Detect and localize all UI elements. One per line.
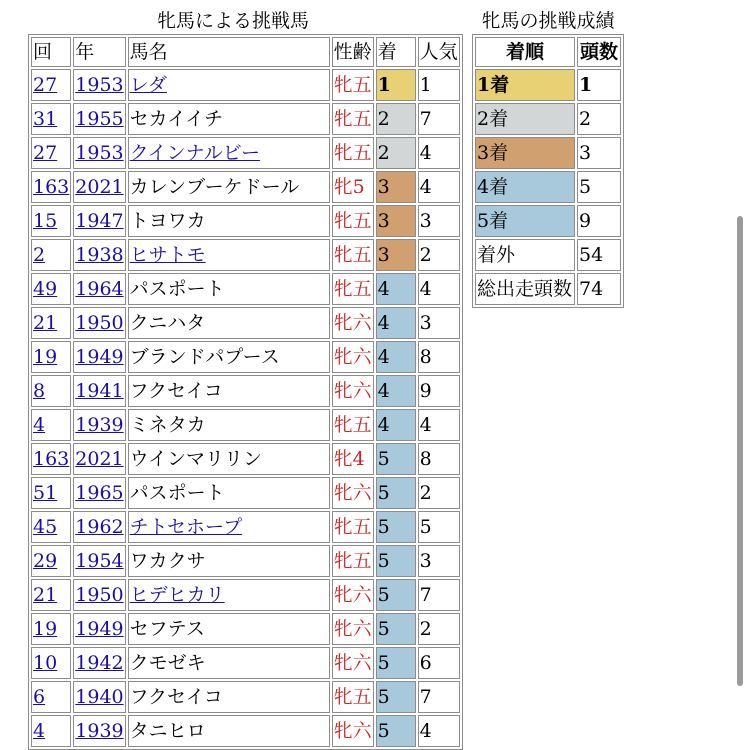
year-cell (73, 681, 125, 713)
horse-name-link[interactable]: クインナルビー (129, 142, 260, 164)
count-cell: 2 (577, 103, 621, 135)
year-link[interactable]: 1940 (75, 686, 124, 708)
year-cell (73, 443, 125, 475)
table-row (31, 69, 460, 101)
horse-name-cell: セフテス (128, 613, 330, 645)
year-cell (73, 375, 125, 407)
year-link[interactable]: 1953 (75, 74, 124, 96)
race-cell (31, 477, 71, 509)
popularity-cell: 6 (418, 647, 460, 679)
table-row (31, 715, 460, 747)
race-link[interactable]: 21 (33, 312, 58, 334)
year-cell (73, 69, 125, 101)
horse-name-cell (128, 137, 330, 169)
year-link[interactable]: 1939 (75, 414, 124, 436)
year-link[interactable]: 2021 (75, 176, 124, 198)
race-cell (31, 103, 71, 135)
race-cell (31, 715, 71, 747)
popularity-cell: 7 (418, 681, 460, 713)
finish-label-cell: 4着 (475, 171, 575, 203)
sex-age-cell: 牝六 (332, 647, 374, 679)
popularity-cell: 7 (418, 103, 460, 135)
race-link[interactable]: 19 (33, 346, 58, 368)
popularity-cell: 4 (418, 409, 460, 441)
year-link[interactable]: 1954 (75, 550, 124, 572)
finish-label-cell: 1着 (475, 69, 575, 101)
place-cell: 3 (376, 171, 416, 203)
year-link[interactable]: 1938 (75, 244, 124, 266)
sex-age-cell: 牝六 (332, 715, 374, 747)
popularity-cell: 9 (418, 375, 460, 407)
popularity-cell: 3 (418, 307, 460, 339)
header-race: 回 (31, 37, 71, 67)
horse-name-cell (128, 239, 330, 271)
place-cell: 4 (376, 375, 416, 407)
table-row (31, 273, 460, 305)
year-link[interactable]: 1949 (75, 346, 124, 368)
table-row (31, 681, 460, 713)
result-row (475, 273, 621, 305)
place-cell: 4 (376, 409, 416, 441)
race-link[interactable]: 8 (33, 380, 46, 402)
horse-name-cell: カレンブーケドール (128, 171, 330, 203)
count-cell: 9 (577, 205, 621, 237)
year-cell (73, 477, 125, 509)
race-cell (31, 613, 71, 645)
race-link[interactable]: 45 (33, 516, 58, 538)
race-cell (31, 341, 71, 373)
race-link[interactable]: 4 (33, 414, 46, 436)
horse-name-cell: ウインマリリン (128, 443, 330, 475)
race-link[interactable]: 4 (33, 720, 46, 742)
finish-label-cell: 着外 (475, 239, 575, 271)
year-cell (73, 205, 125, 237)
popularity-cell: 4 (418, 137, 460, 169)
header-row (475, 37, 621, 67)
result-row (475, 137, 621, 169)
year-cell (73, 239, 125, 271)
popularity-cell: 7 (418, 579, 460, 611)
race-link[interactable]: 21 (33, 584, 58, 606)
year-cell (73, 613, 125, 645)
header-count: 頭数 (577, 37, 621, 67)
horses-table-caption: 牝馬による挑戦馬 (156, 10, 309, 32)
sex-age-cell: 牝五 (332, 69, 374, 101)
place-cell: 2 (376, 103, 416, 135)
challenger-horses-table (28, 34, 463, 750)
table-row (31, 205, 460, 237)
table-row (31, 239, 460, 271)
table-row (31, 137, 460, 169)
table-row (31, 579, 460, 611)
header-popularity: 人気 (418, 37, 460, 67)
sex-age-cell: 牝五 (332, 409, 374, 441)
year-link[interactable]: 1953 (75, 142, 124, 164)
table-row (31, 647, 460, 679)
sex-age-cell: 牝六 (332, 579, 374, 611)
result-row (475, 171, 621, 203)
place-cell: 5 (376, 545, 416, 577)
race-link[interactable]: 6 (33, 686, 46, 708)
horse-name-cell: トヨワカ (128, 205, 330, 237)
place-cell: 4 (376, 273, 416, 305)
sex-age-cell: 牝五 (332, 273, 374, 305)
popularity-cell: 4 (418, 273, 460, 305)
horse-name-cell (128, 579, 330, 611)
popularity-cell: 4 (418, 171, 460, 203)
year-cell (73, 545, 125, 577)
year-link[interactable]: 1947 (75, 210, 124, 232)
year-link[interactable]: 1962 (75, 516, 124, 538)
year-cell (73, 307, 125, 339)
race-cell (31, 375, 71, 407)
popularity-cell: 3 (418, 545, 460, 577)
year-cell (73, 409, 125, 441)
header-place: 着 (376, 37, 416, 67)
table-row (31, 613, 460, 645)
table-row (31, 409, 460, 441)
count-cell: 1 (577, 69, 621, 101)
popularity-cell: 3 (418, 205, 460, 237)
year-cell (73, 715, 125, 747)
table-row (31, 443, 460, 475)
table-row (31, 545, 460, 577)
result-row (475, 69, 621, 101)
popularity-cell: 5 (418, 511, 460, 543)
table-row (31, 171, 460, 203)
race-cell (31, 205, 71, 237)
table-row (31, 307, 460, 339)
place-cell: 2 (376, 137, 416, 169)
year-link[interactable]: 1950 (75, 312, 124, 334)
race-link[interactable]: 2 (33, 244, 46, 266)
race-cell (31, 69, 71, 101)
race-link[interactable]: 163 (33, 448, 70, 470)
race-cell (31, 545, 71, 577)
popularity-cell: 8 (418, 443, 460, 475)
year-link[interactable]: 1955 (75, 108, 124, 130)
sex-age-cell: 牝六 (332, 613, 374, 645)
place-cell: 5 (376, 613, 416, 645)
sex-age-cell: 牝五 (332, 137, 374, 169)
header-finish: 着順 (475, 37, 575, 67)
horse-name-cell: ミネタカ (128, 409, 330, 441)
place-cell: 5 (376, 579, 416, 611)
horse-name-link[interactable]: ヒサトモ (129, 244, 206, 266)
horse-name-cell: ワカクサ (128, 545, 330, 577)
race-cell (31, 307, 71, 339)
race-cell (31, 409, 71, 441)
year-cell (73, 341, 125, 373)
year-link[interactable]: 1939 (75, 720, 124, 742)
sex-age-cell: 牝六 (332, 307, 374, 339)
horse-name-link[interactable]: チトセホープ (129, 516, 243, 538)
finish-label-cell: 3着 (475, 137, 575, 169)
year-cell (73, 647, 125, 679)
horse-name-link[interactable]: レダ (129, 74, 167, 96)
finish-label-cell: 総出走頭数 (475, 273, 575, 305)
table-row (31, 375, 460, 407)
race-link[interactable]: 29 (33, 550, 58, 572)
year-link[interactable]: 1950 (75, 584, 124, 606)
year-link[interactable]: 1941 (75, 380, 124, 402)
header-sex-age: 性齢 (332, 37, 374, 67)
year-cell (73, 511, 125, 543)
horse-name-cell: フクセイコ (128, 375, 330, 407)
race-link[interactable]: 27 (33, 74, 58, 96)
place-cell: 5 (376, 511, 416, 543)
race-cell (31, 511, 71, 543)
race-link[interactable]: 31 (33, 108, 58, 130)
horse-name-cell (128, 69, 330, 101)
place-cell: 5 (376, 647, 416, 679)
horse-name-cell: クニハタ (128, 307, 330, 339)
header-year: 年 (73, 37, 125, 67)
race-link[interactable]: 10 (33, 652, 58, 674)
horse-name-cell: パスポート (128, 273, 330, 305)
finish-label-cell: 5着 (475, 205, 575, 237)
horse-name-cell: タニヒロ (128, 715, 330, 747)
year-cell (73, 171, 125, 203)
race-cell (31, 171, 71, 203)
table-row (31, 103, 460, 135)
popularity-cell: 4 (418, 715, 460, 747)
place-cell: 5 (376, 715, 416, 747)
race-link[interactable]: 163 (33, 176, 70, 198)
sex-age-cell: 牝五 (332, 545, 374, 577)
year-link[interactable]: 1965 (75, 482, 124, 504)
header-row (31, 37, 460, 67)
race-link[interactable]: 27 (33, 142, 58, 164)
horse-name-cell: クモゼキ (128, 647, 330, 679)
popularity-cell: 1 (418, 69, 460, 101)
race-link[interactable]: 19 (33, 618, 58, 640)
sex-age-cell: 牝4 (332, 443, 374, 475)
race-cell (31, 681, 71, 713)
result-row (475, 239, 621, 271)
place-cell: 1 (376, 69, 416, 101)
year-link[interactable]: 1942 (75, 652, 124, 674)
place-cell: 3 (376, 239, 416, 271)
sex-age-cell: 牝5 (332, 171, 374, 203)
results-table-caption: 牝馬の挑戦成績 (481, 10, 615, 32)
place-cell: 4 (376, 307, 416, 339)
header-horse-name: 馬名 (128, 37, 330, 67)
vertical-scrollbar[interactable] (737, 216, 743, 686)
horse-name-cell: パスポート (128, 477, 330, 509)
horse-name-cell: ブランドパプース (128, 341, 330, 373)
sex-age-cell: 牝五 (332, 205, 374, 237)
results-summary-table (472, 34, 624, 308)
count-cell: 54 (577, 239, 621, 271)
table-row (31, 477, 460, 509)
sex-age-cell: 牝五 (332, 681, 374, 713)
result-row (475, 103, 621, 135)
count-cell: 5 (577, 171, 621, 203)
popularity-cell: 8 (418, 341, 460, 373)
popularity-cell: 2 (418, 477, 460, 509)
popularity-cell: 2 (418, 613, 460, 645)
horse-name-cell: セカイイチ (128, 103, 330, 135)
sex-age-cell: 牝六 (332, 477, 374, 509)
race-link[interactable]: 49 (33, 278, 58, 300)
race-cell (31, 137, 71, 169)
horse-name-cell (128, 511, 330, 543)
year-cell (73, 273, 125, 305)
race-link[interactable]: 51 (33, 482, 58, 504)
year-cell (73, 137, 125, 169)
race-cell (31, 579, 71, 611)
count-cell: 3 (577, 137, 621, 169)
sex-age-cell: 牝六 (332, 375, 374, 407)
sex-age-cell: 牝五 (332, 511, 374, 543)
popularity-cell: 2 (418, 239, 460, 271)
year-cell (73, 103, 125, 135)
race-cell (31, 647, 71, 679)
year-cell (73, 579, 125, 611)
table-row (31, 511, 460, 543)
race-cell (31, 239, 71, 271)
table-row (31, 341, 460, 373)
race-cell (31, 443, 71, 475)
result-row (475, 205, 621, 237)
place-cell: 5 (376, 443, 416, 475)
finish-label-cell: 2着 (475, 103, 575, 135)
place-cell: 4 (376, 341, 416, 373)
race-cell (31, 273, 71, 305)
sex-age-cell: 牝六 (332, 341, 374, 373)
place-cell: 3 (376, 205, 416, 237)
horse-name-link[interactable]: ヒデヒカリ (129, 584, 225, 606)
year-link[interactable]: 2021 (75, 448, 124, 470)
race-link[interactable]: 15 (33, 210, 58, 232)
sex-age-cell: 牝五 (332, 103, 374, 135)
horse-name-cell: フクセイコ (128, 681, 330, 713)
sex-age-cell: 牝五 (332, 239, 374, 271)
place-cell: 5 (376, 477, 416, 509)
count-cell: 74 (577, 273, 621, 305)
place-cell: 5 (376, 681, 416, 713)
year-link[interactable]: 1949 (75, 618, 124, 640)
year-link[interactable]: 1964 (75, 278, 124, 300)
